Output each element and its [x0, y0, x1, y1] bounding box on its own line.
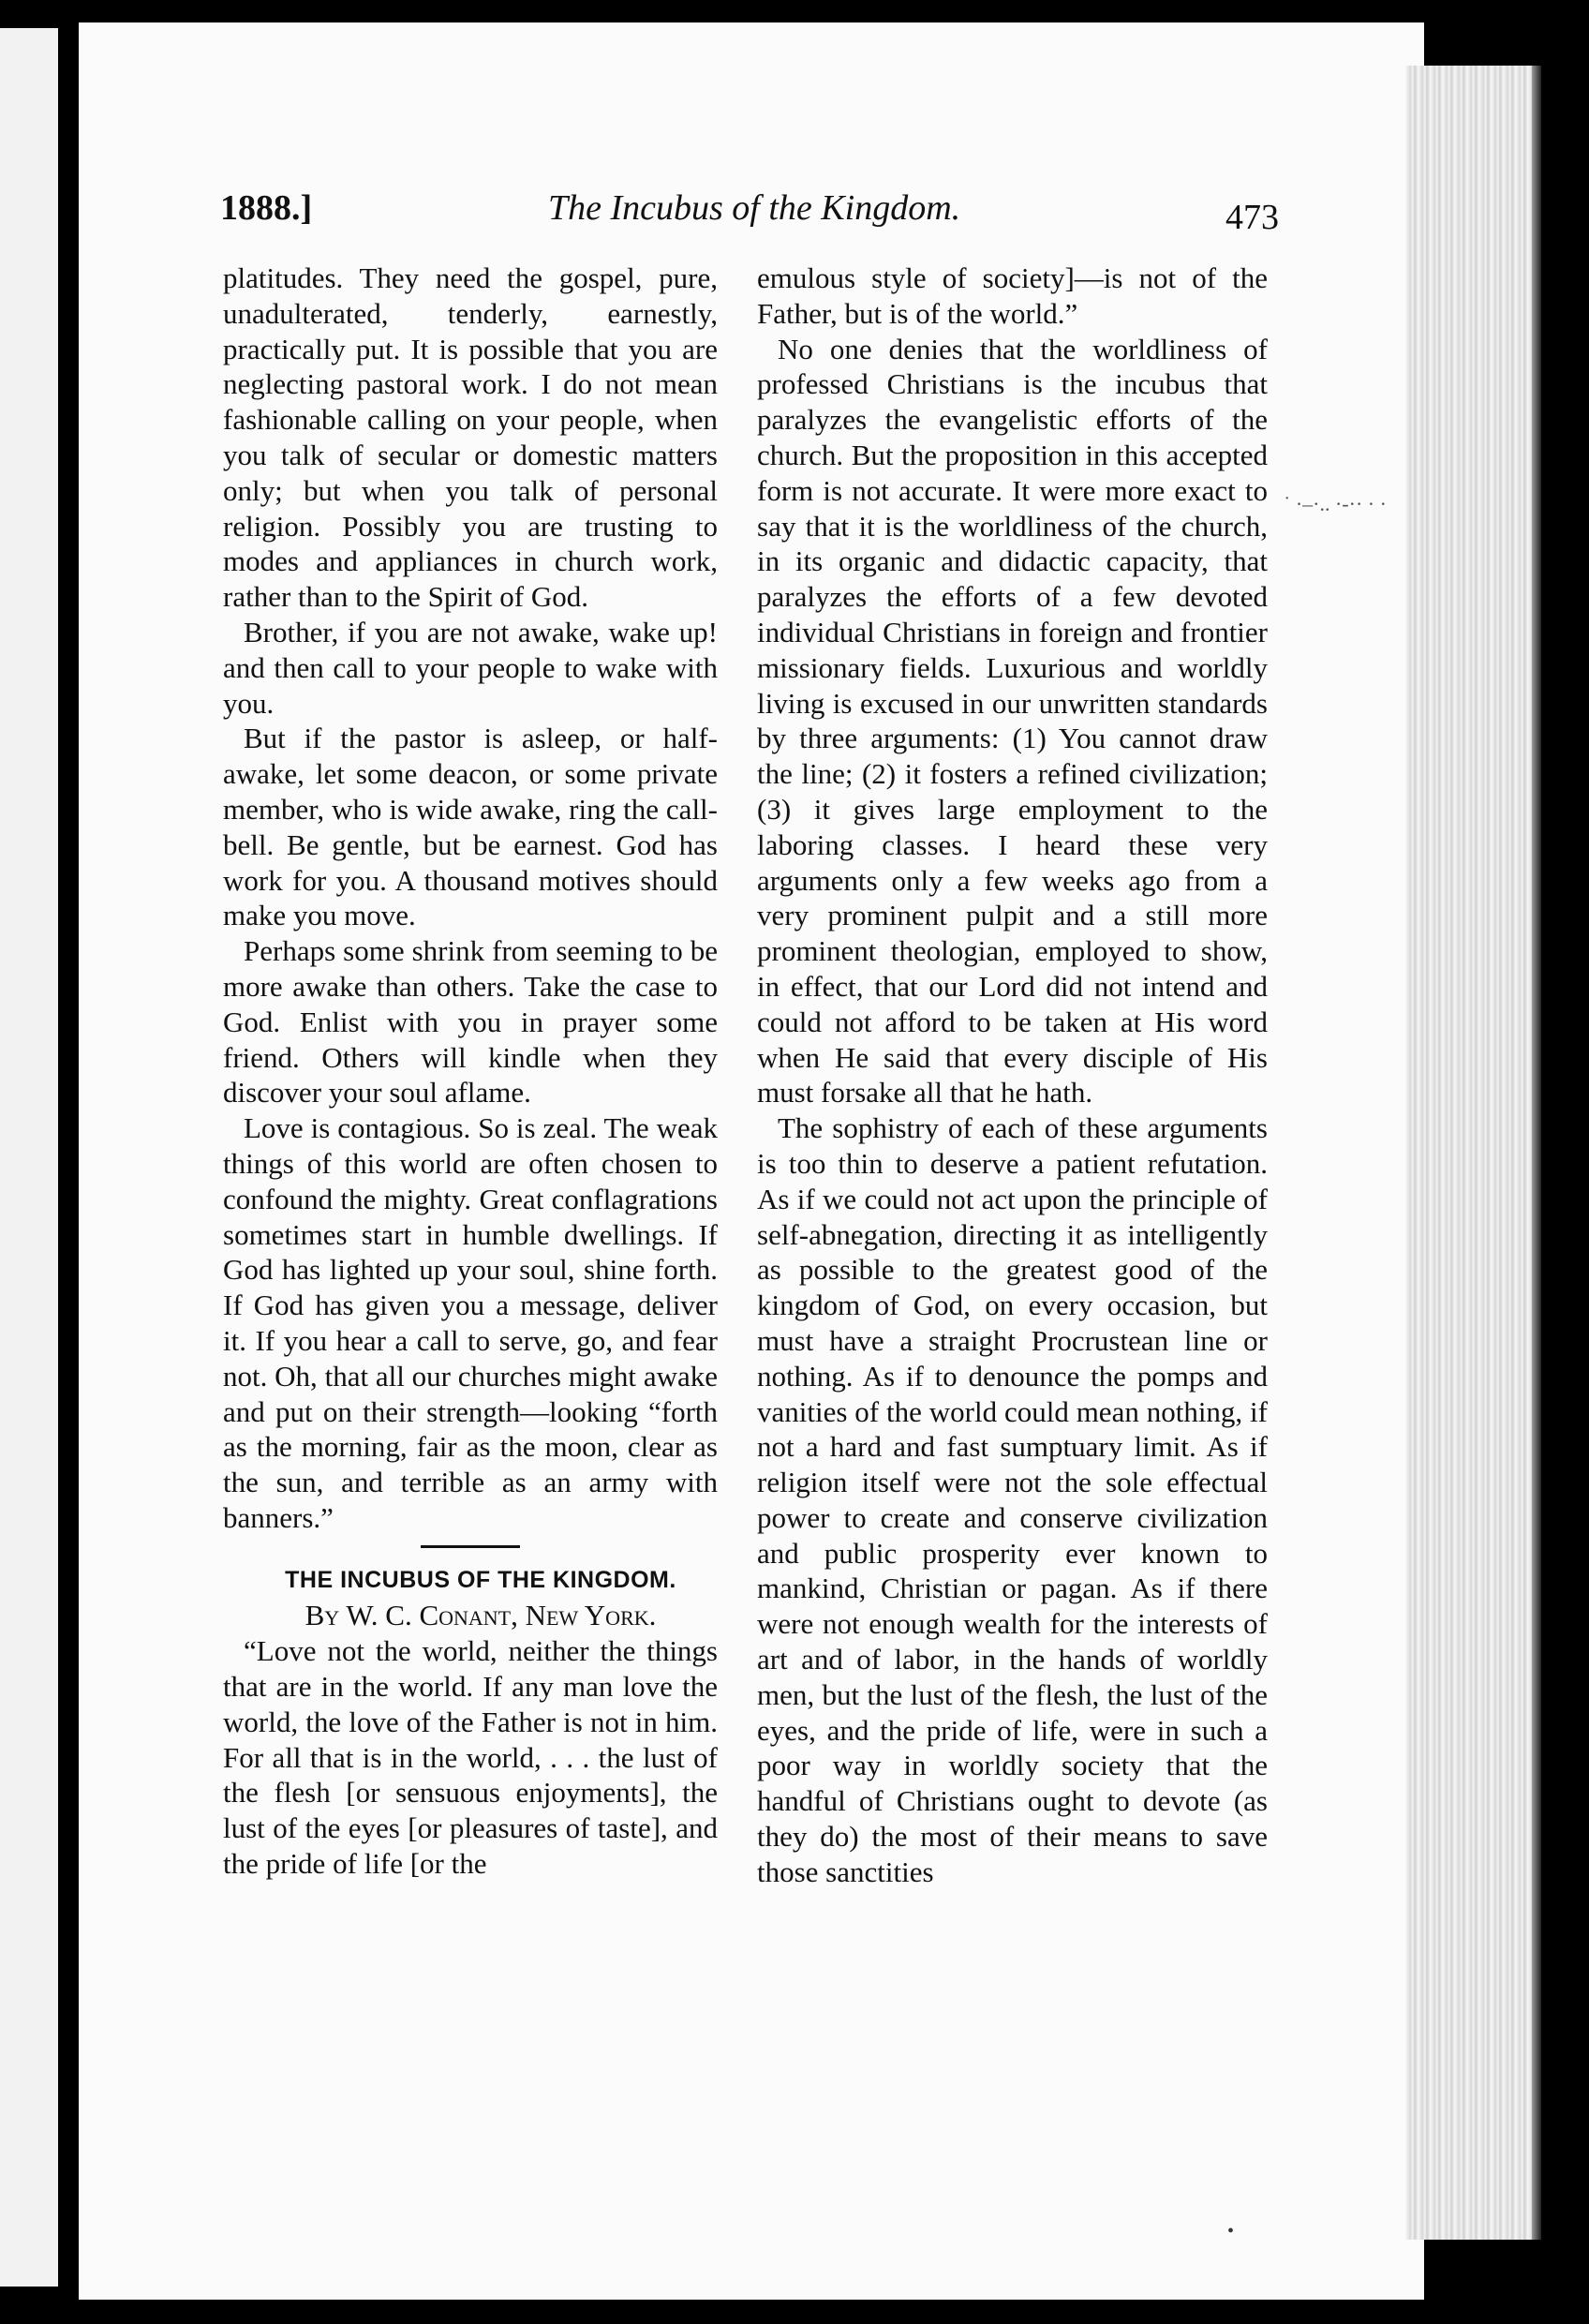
paragraph: No one denies that the worldliness of professed Christians is the incubus that paralyzes the evangelistic efforts of the church. But the proposition in this accepted form is not accurate. It were more exact to say that it is the worldliness of the church, in its organic and didactic capacity, that paralyzes the efforts of a few devoted individual Christians in foreign and frontier missionary fields. Luxurious and worldly living is excused in our unwritten standards by three arguments: (1) You cannot draw the line; (2) it fosters a refined civilization; (3) it gives large employment to the laboring classes. I heard these very arguments only a few weeks ago from a very prominent pulpit and a still more prominent theologian, employed to show, in effect, that our Lord did not intend and could not afford to be taken at His word when He said that every disciple of His must forsake all that he hath. — [757, 332, 1268, 1110]
paragraph: platitudes. They need the gospel, pure, unadulterated, tenderly, earnestly, practically put. It is possible that you are neglecting pastoral work. I do not mean fashionable calling on your people, when you talk of secular or domestic matters only; but when you talk of personal religion. Possibly you are trusting to modes and appliances in church work, rather than to the Spirit of God. — [223, 261, 718, 614]
paragraph: Perhaps some shrink from seeming to be more awake than others. Take the case to God. Enlist with you in prayer some friend. Others will kindle when they discover your soul aflame. — [223, 934, 718, 1110]
header-year: 1888.] — [220, 188, 313, 228]
binding-gutter — [58, 0, 79, 2324]
running-title: The Incubus of the Kingdom. — [548, 188, 961, 228]
right-column — [757, 261, 1268, 1890]
paragraph: Brother, if you are not awake, wake up! and then call to your people to wake with you. — [223, 615, 718, 720]
left-column — [223, 261, 718, 1882]
byline: By W. C. Conant, New York. — [304, 1599, 657, 1632]
article-title: THE INCUBUS OF THE KINGDOM. — [285, 1566, 676, 1593]
bottom-ink-mark: • — [1227, 2221, 1235, 2242]
page-number: 473 — [1225, 198, 1279, 237]
section-divider — [421, 1545, 520, 1548]
paragraph: “Love not the world, neither the things that are in the world. If any man love the world, the love of the Father is not in him. For all that is in the world, . . . the lust of the flesh [or sensuous enjoyments], the lust of the eyes [or pleasures of taste], and the pride of life [or the — [223, 1634, 718, 1881]
running-head — [220, 187, 1279, 240]
paragraph: Love is contagious. So is zeal. The weak things of this world are often chosen to confound the mighty. Great conflagrations sometimes start in humble dwellings. If God has lighted up your soul, shine forth. If God has given you a message, deliver it. If you hear a call to serve, go, and fear not. Oh, that all our churches might awake and put on their strength—looking “forth as the morning, fair as the moon, clear as the sun, and terrible as an army with banners.” — [223, 1111, 718, 1534]
margin-pencil-mark: ˙ ·–·.. ·-·· · · — [1284, 492, 1387, 515]
facing-page-edge — [0, 28, 58, 2287]
paragraph: The sophistry of each of these arguments is too thin to deserve a patient refutation. As if we could not act upon the principle of self-abnegation, directing it as intelligently as possible to the greatest good of the kingdom of God, on every occasion, but must have a straight Procrustean line or nothing. As if to denounce the pomps and vanities of the world could mean nothing, if not a hard and fast sumptuary limit. As if religion itself were not the sole effectual power to create and conserve civilization and public prosperity ever known to mankind, Christian or pagan. As if there were not enough wealth for the interests of art and of labor, in the hands of worldly men, but the lust of the flesh, the lust of the eyes, and the pride of life, were in such a poor way in worldly society that the handful of Christians ought to devote (as they do) the most of their means to save those sanctities — [757, 1111, 1268, 1888]
paragraph: emulous style of society]—is not of the Father, but is of the world.” — [757, 261, 1268, 330]
page-stack-edges — [1405, 66, 1532, 2240]
page-stack-shadow — [1532, 66, 1541, 2240]
paragraph: But if the pastor is asleep, or half-awake, let some deacon, or some private member, who is wide awake, ring the call-bell. Be gentle, but be earnest. God has work for you. A thousand motives should make you move. — [223, 722, 718, 932]
